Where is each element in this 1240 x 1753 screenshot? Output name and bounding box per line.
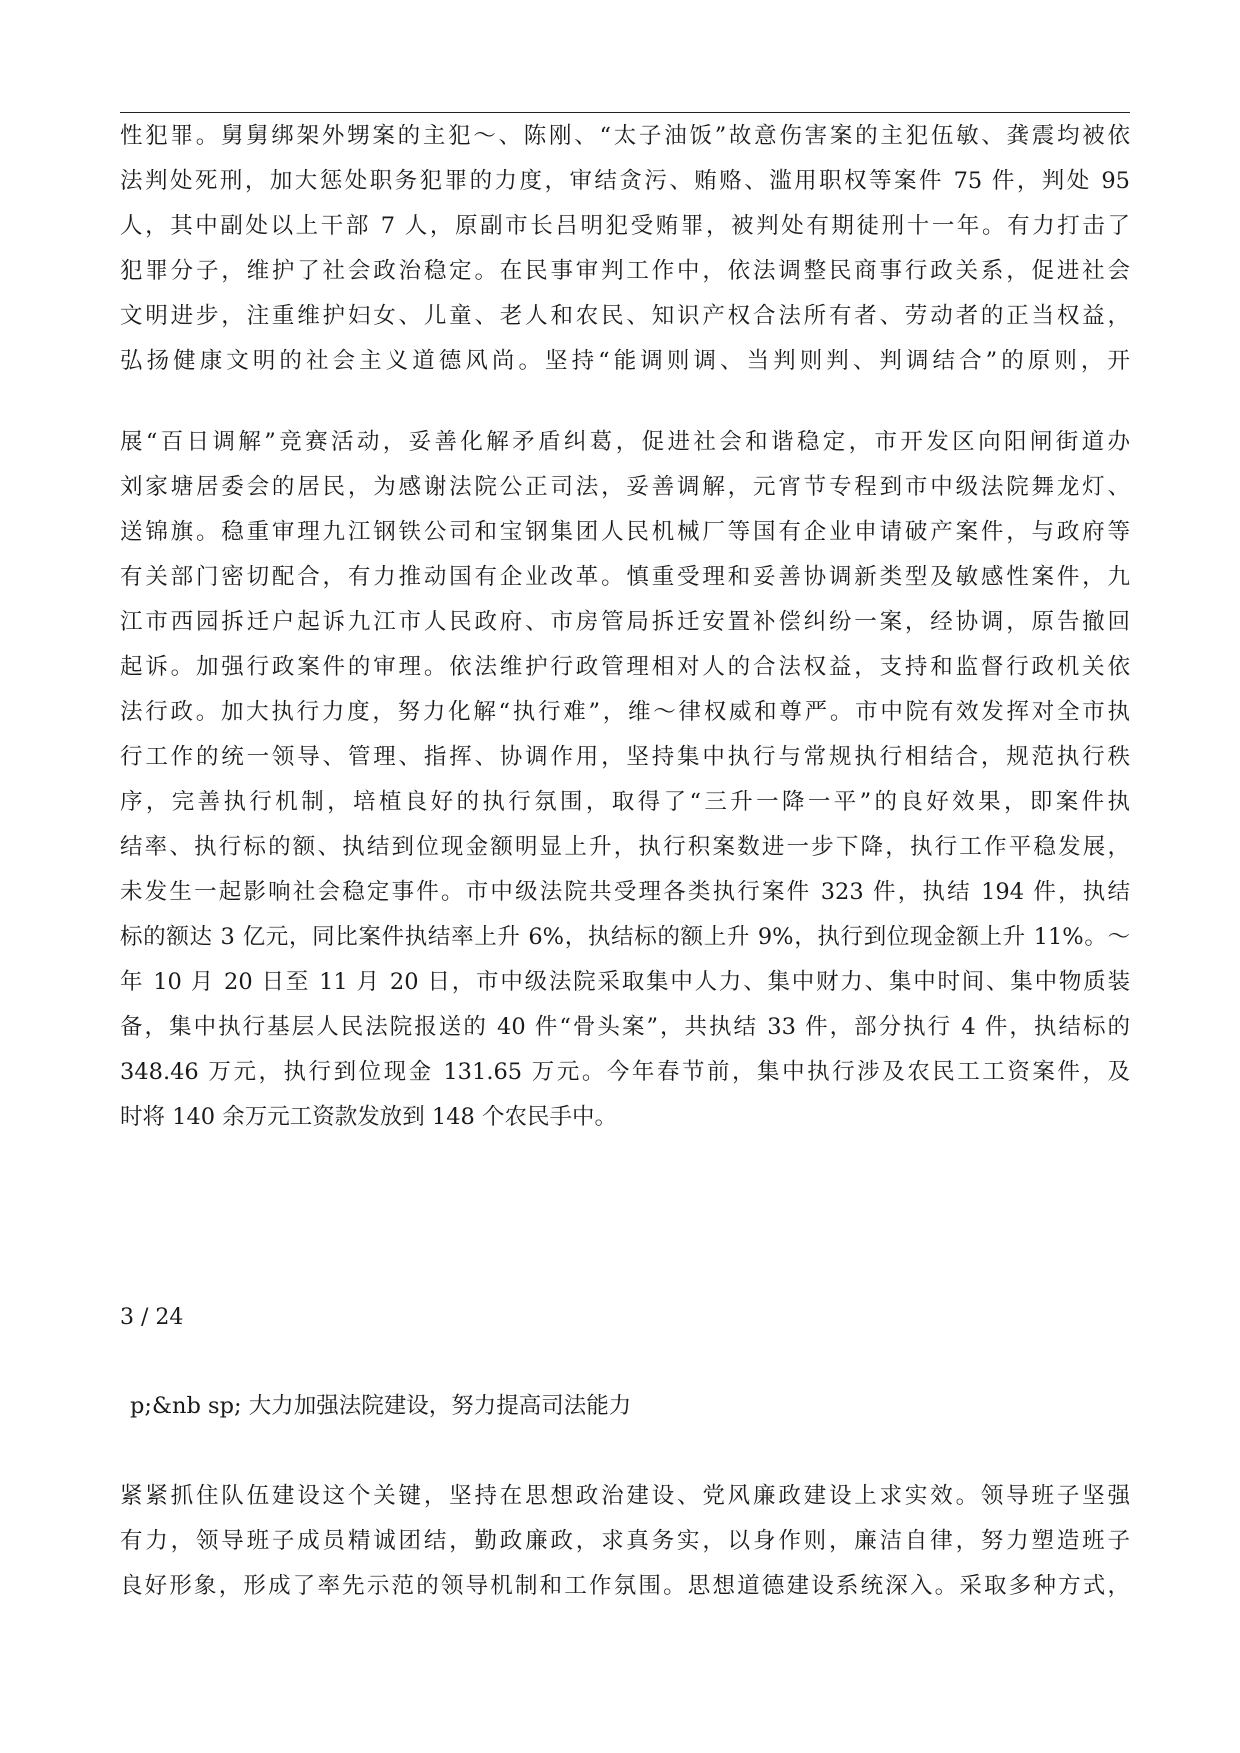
text-line: 送锦旗。稳重审理九江钢铁公司和宝钢集团人民机械厂等国有企业申请破产案件，与政府等 [120,519,1130,545]
text-line: 备，集中执行基层人民法院报送的 40 件“骨头案”，共执结 33 件，部分执行 4 件，执结标的 [120,1014,1130,1040]
text-line: 年 10 月 20 日至 11 月 20 日，市中级法院采取集中人力、集中财力、集中时间、集中物质装 [120,969,1130,995]
section-heading: p;&nb sp; 大力加强法院建设，努力提高司法能力 [130,1393,632,1419]
text-line: 法判处死刑，加大惩处职务犯罪的力度，审结贪污、贿赂、滥用职权等案件 75 件，判处 95 [120,168,1130,194]
text-line: 序，完善执行机制，培植良好的执行氛围，取得了“三升一降一平”的良好效果，即案件执 [120,789,1130,815]
text-line: 文明进步，注重维护妇女、儿童、老人和农民、知识产权合法所有者、劳动者的正当权益， [120,303,1130,329]
text-line: 展“百日调解”竞赛活动，妥善化解矛盾纠葛，促进社会和谐稳定，市开发区向阳闸街道办 [120,429,1130,455]
header-rule [120,112,1130,113]
paragraph-team-building [120,1474,1130,1609]
text-line: 行工作的统一领导、管理、指挥、协调作用，坚持集中执行与常规执行相结合，规范执行秩 [120,744,1130,770]
text-line: 弘扬健康文明的社会主义道德风尚。坚持“能调则调、当判则判、判调结合”的原则，开 [120,348,1130,374]
text-line: 人，其中副处以上干部 7 人，原副市长吕明犯受贿罪，被判处有期徒刑十一年。有力打击了 [120,213,1130,239]
text-line: 未发生一起影响社会稳定事件。市中级法院共受理各类执行案件 323 件，执结 194 件，执结 [120,879,1130,905]
text-line: 标的额达 3 亿元，同比案件执结率上升 6%，执结标的额上升 9%，执行到位现金额上升 11%。～ [120,924,1130,950]
text-line: 刘家塘居委会的居民，为感谢法院公正司法，妥善调解，元宵节专程到市中级法院舞龙灯、 [120,474,1130,500]
page-number: 3 / 24 [120,1305,184,1330]
text-line: 时将 140 余万元工资款发放到 148 个农民手中。 [120,1104,618,1130]
text-line: 348.46 万元，执行到位现金 131.65 万元。今年春节前，集中执行涉及农民工工资案件，及 [120,1059,1130,1085]
text-line: 江市西园拆迁户起诉九江市人民政府、市房管局拆迁安置补偿纠纷一案，经协调，原告撤回 [120,609,1130,635]
text-line: 犯罪分子，维护了社会政治稳定。在民事审判工作中，依法调整民商事行政关系，促进社会 [120,258,1130,284]
paragraph-criminal-civil-trials [120,114,1130,384]
text-line: 良好形象，形成了率先示范的领导机制和工作氛围。思想道德建设系统深入。采取多种方式， [120,1573,1130,1599]
text-line: 有关部门密切配合，有力推动国有企业改革。慎重受理和妥善协调新类型及敏感性案件，九 [120,564,1130,590]
text-line: 紧紧抓住队伍建设这个关键，坚持在思想政治建设、党风廉政建设上求实效。领导班子坚强 [120,1483,1130,1509]
text-line: 有力，领导班子成员精诚团结，勤政廉政，求真务实，以身作则，廉洁自律，努力塑造班子 [120,1528,1130,1554]
paragraph-mediation-enforcement [120,420,1130,1140]
text-line: 起诉。加强行政案件的审理。依法维护行政管理相对人的合法权益，支持和监督行政机关依 [120,654,1130,680]
text-line: 性犯罪。舅舅绑架外甥案的主犯～、陈刚、“太子油饭”故意伤害案的主犯伍敏、龚震均被依 [120,123,1130,149]
text-line: 结率、执行标的额、执结到位现金额明显上升，执行积案数进一步下降，执行工作平稳发展， [120,834,1130,860]
text-line: 法行政。加大执行力度，努力化解“执行难”，维～律权威和尊严。市中院有效发挥对全市执 [120,699,1130,725]
